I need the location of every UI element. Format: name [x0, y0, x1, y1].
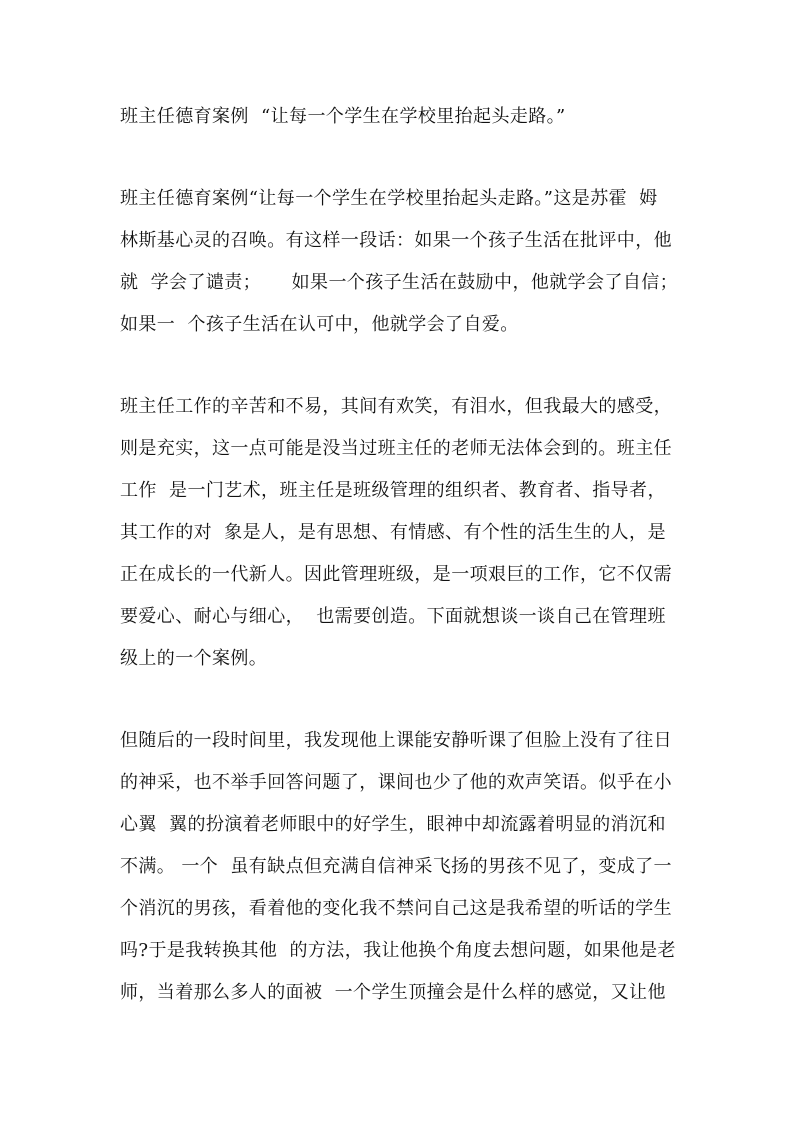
paragraph-line: 但随后的一段时间里，我发现他上课能安静听课了但脸上没有了往日: [120, 730, 672, 751]
paragraph-line: 班主任工作的辛苦和不易，其间有欢笑，有泪水，但我最大的感受，: [120, 396, 672, 417]
paragraph-line: 不满。 一个 虽有缺点但充满自信神采飞扬的男孩不见了，变成了一: [120, 856, 672, 877]
paragraph-line: 就 学会了谴责； 如果一个孩子生活在鼓励中，他就学会了自信；: [120, 272, 679, 293]
paragraph-line: 个消沉的男孩，看着他的变化我不禁问自己这是我希望的听话的学生: [120, 898, 672, 919]
paragraph-line: 如果一 个孩子生活在认可中，他就学会了自爱。: [120, 314, 519, 335]
paragraph-line: 要爱心、耐心与细心， 也需要创造。下面就想谈一谈自己在管理班: [120, 606, 666, 627]
paragraph-line: 班主任德育案例“让每一个学生在学校里抬起头走路。”这是苏霍 姆: [120, 188, 658, 209]
paragraph-line: 其工作的对 象是人，是有思想、有情感、有个性的活生生的人，是: [120, 522, 666, 543]
paragraph-line: 师，当着那么多人的面被 一个学生顶撞会是什么样的感觉，又让他: [120, 982, 666, 1003]
paragraph-line: 林斯基心灵的召唤。有这样一段话：如果一个孩子生活在批评中，他: [120, 230, 672, 251]
paragraph-line: 心翼 翼的扮演着老师眼中的好学生，眼神中却流露着明显的消沉和: [120, 814, 666, 835]
paragraph-line: 正在成长的一代新人。因此管理班级，是一项艰巨的工作，它不仅需: [120, 564, 672, 585]
document-title: 班主任德育案例 “让每一个学生在学校里抬起头走路。”: [120, 106, 566, 127]
paragraph-line: 工作 是一门艺术，班主任是班级管理的组织者、教育者、指导者，: [120, 480, 666, 501]
paragraph-line: 吗?于是我转换其他 的方法，我让他换个角度去想问题，如果他是老: [120, 940, 676, 961]
paragraph-line: 则是充实，这一点可能是没当过班主任的老师无法体会到的。班主任: [120, 438, 672, 459]
paragraph-line: 的神采，也不举手回答问题了，课间也少了他的欢声笑语。似乎在小: [120, 772, 672, 793]
paragraph-line: 级上的一个案例。: [120, 648, 268, 669]
